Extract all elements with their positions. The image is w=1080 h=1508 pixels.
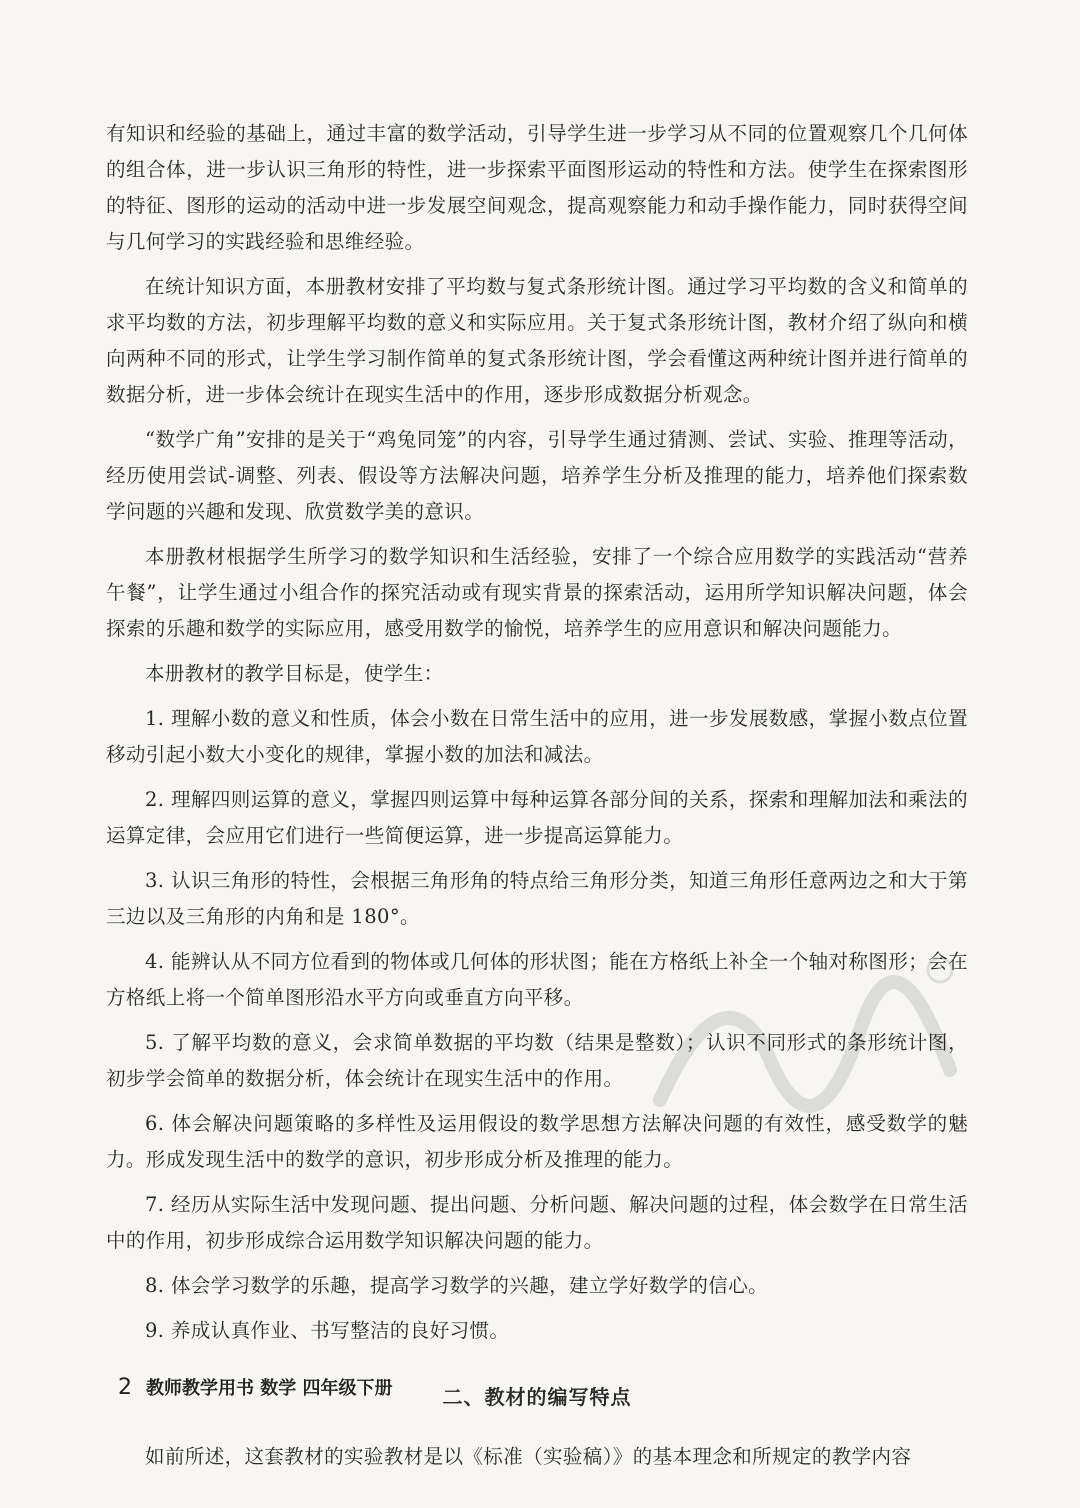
goal-item: 4. 能辨认从不同方位看到的物体或几何体的形状图；能在方格纸上补全一个轴对称图形；会在方格纸上将一个简单图形沿水平方向或垂直方向平移。 bbox=[106, 950, 968, 1009]
goal-item: 3. 认识三角形的特性，会根据三角形角的特点给三角形分类，知道三角形任意两边之和大于第三边以及三角形的内角和是 180°。 bbox=[106, 869, 968, 928]
goal-item: 7. 经历从实际生活中发现问题、提出问题、分析问题、解决问题的过程，体会数学在日常生活中的作用，初步形成综合运用数学知识解决问题的能力。 bbox=[106, 1193, 968, 1252]
page-number: 2 bbox=[118, 1375, 132, 1400]
goal-item: 6. 体会解决问题策略的多样性及运用假设的数学思想方法解决问题的有效性，感受数学的魅力。形成发现生活中的数学的意识，初步形成分析及推理的能力。 bbox=[106, 1112, 968, 1171]
publisher-watermark-icon bbox=[640, 950, 970, 1150]
paragraph: 本册教材根据学生所学习的数学知识和生活经验，安排了一个综合应用数学的实践活动“营养午餐”，让学生通过小组合作的探究活动或有现实背景的探索活动，运用所学知识解决问题，体会探索的乐趣和数学的实际应用，感受用数学的愉悦，培养学生的应用意识和解决问题能力。 bbox=[106, 545, 968, 640]
paragraph: 在统计知识方面，本册教材安排了平均数与复式条形统计图。通过学习平均数的含义和简单的求平均数的方法，初步理解平均数的意义和实际应用。关于复式条形统计图，教材介绍了纵向和横向两种不同的形式，让学生学习制作简单的复式条形统计图，学会看懂这两种统计图并进行简单的数据分析，进一步体会统计在现实生活中的作用，逐步形成数据分析观念。 bbox=[106, 275, 968, 406]
closing-paragraph: 如前所述，这套教材的实验教材是以《标准（实验稿）》的基本理念和所规定的教学内容 bbox=[145, 1445, 912, 1468]
section-heading: 二、教材的编写特点 bbox=[442, 1385, 632, 1409]
goal-item: 8. 体会学习数学的乐趣，提高学习数学的兴趣，建立学好数学的信心。 bbox=[145, 1274, 769, 1297]
paragraph: “数学广角”安排的是关于“鸡兔同笼”的内容，引导学生通过猜测、尝试、实验、推理等活动，经历使用尝试-调整、列表、假设等方法解决问题，培养学生分析及推理的能力，培养他们探索数学问题的兴趣和发现、欣赏数学美的意识。 bbox=[106, 428, 968, 523]
goal-item: 2. 理解四则运算的意义，掌握四则运算中每种运算各部分间的关系，探索和理解加法和乘法的运算定律，会应用它们进行一些简便运算，进一步提高运算能力。 bbox=[106, 788, 968, 847]
goal-item: 9. 养成认真作业、书写整洁的良好习惯。 bbox=[145, 1319, 510, 1342]
book-title: 教师教学用书 数学 四年级下册 bbox=[146, 1378, 393, 1399]
page-body bbox=[106, 116, 968, 1484]
page-footer bbox=[118, 1374, 393, 1400]
goal-item: 1. 理解小数的意义和性质，体会小数在日常生活中的应用，进一步发展数感，掌握小数点位置移动引起小数大小变化的规律，掌握小数的加法和减法。 bbox=[106, 707, 968, 766]
goal-item: 5. 了解平均数的意义，会求简单数据的平均数（结果是整数）；认识不同形式的条形统计图，初步学会简单的数据分析，体会统计在现实生活中的作用。 bbox=[106, 1031, 968, 1090]
paragraph: 有知识和经验的基础上，通过丰富的数学活动，引导学生进一步学习从不同的位置观察几个几何体的组合体，进一步认识三角形的特性，进一步探索平面图形运动的特性和方法。使学生在探索图形的特征、图形的运动的活动中进一步发展空间观念，提高观察能力和动手操作能力，同时获得空间与几何学习的实践经验和思维经验。 bbox=[106, 122, 968, 253]
paragraph: 本册教材的教学目标是，使学生： bbox=[145, 662, 444, 685]
